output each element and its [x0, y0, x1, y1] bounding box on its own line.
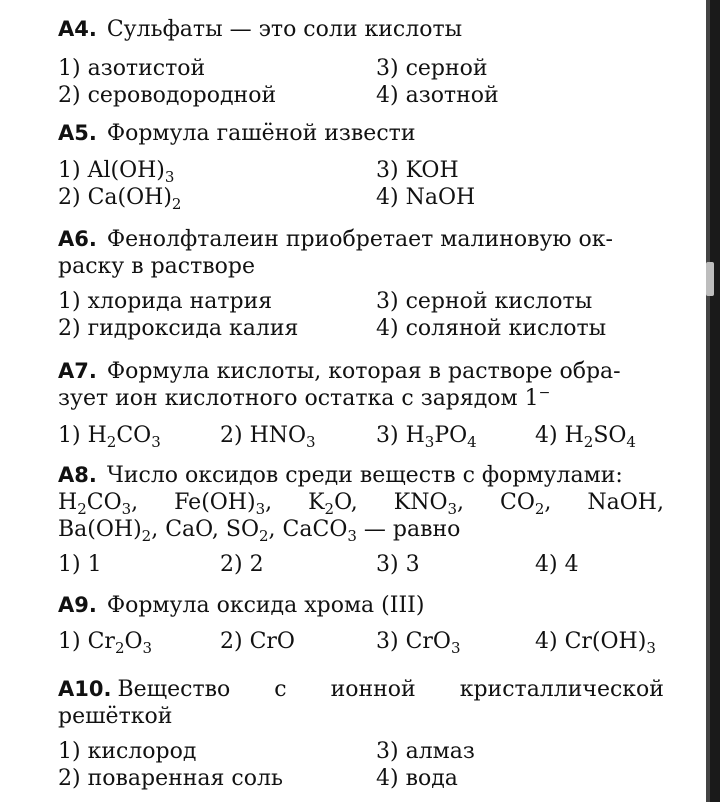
formula-k2o — [308, 489, 358, 516]
option-2: 2) поваренная соль — [58, 766, 283, 791]
formula-h2co3 — [58, 489, 138, 516]
options-row — [58, 157, 664, 184]
formula-part: 4) H — [535, 423, 584, 448]
option-3: 3) серной — [376, 56, 488, 81]
subscript: 3 — [347, 527, 357, 545]
subscript: 2 — [106, 433, 117, 451]
subscript: 3 — [447, 500, 458, 518]
formula-part: CO — [116, 423, 152, 448]
question-stem: Формула кислоты, которая в растворе обра- — [106, 359, 621, 384]
subscript: 4 — [626, 433, 636, 451]
formula-part: K — [308, 490, 325, 515]
question-number: А8. — [58, 463, 97, 487]
question-a5-stem-line — [58, 120, 664, 147]
subscript: 2 — [583, 433, 594, 451]
question-stem: Формула гашёной извести — [106, 121, 416, 146]
formula-part: 1) H — [58, 423, 107, 448]
question-a8-stem-line — [58, 462, 664, 489]
formula-part: 3) CrO — [376, 629, 451, 654]
formula-kno3 — [394, 489, 464, 516]
options-row — [58, 765, 664, 792]
subscript: 2 — [114, 639, 125, 657]
question-a4-stem-line — [58, 16, 664, 43]
formula-part: CO — [86, 490, 122, 515]
question-a6-stem-line — [58, 226, 664, 253]
options-row — [58, 315, 664, 342]
formula-part: , — [131, 490, 139, 515]
options-row — [58, 422, 664, 449]
formula-part: Fe(OH) — [174, 490, 256, 515]
formula-part: 1) Cr — [58, 629, 115, 654]
formula-co2 — [500, 489, 551, 516]
options-row — [58, 82, 664, 109]
option-1 — [58, 628, 152, 655]
stem-word: кристаллической — [459, 677, 664, 702]
options-row — [58, 288, 664, 315]
stem-word: Вещество — [117, 677, 231, 702]
option-3: 3) серной кислоты — [376, 289, 593, 314]
stem-word: ионной — [330, 677, 416, 702]
option-3: 3) KOH — [376, 158, 459, 183]
option-4 — [535, 422, 636, 449]
formula-part: H — [58, 490, 78, 515]
question-stem: Фенолфталеин приобретает малиновую ок- — [106, 227, 613, 252]
question-a10-stem-line — [58, 676, 664, 703]
question-stem-continuation: раску в растворе — [58, 254, 256, 279]
option-1: 1) азотистой — [58, 56, 206, 81]
option-3 — [376, 422, 477, 449]
question-a5 — [58, 120, 664, 211]
subscript: 3 — [255, 500, 266, 518]
subscript: 3 — [151, 433, 161, 451]
formula-part: , CaO, SO — [151, 517, 259, 542]
formula-feoh3 — [174, 489, 272, 516]
formula-part: O — [124, 629, 143, 654]
formula-naoh: NaOH, — [587, 490, 664, 515]
option-2: 2) сероводородной — [58, 83, 277, 108]
option-3 — [376, 628, 461, 655]
subscript: 3 — [142, 639, 153, 657]
scrollbar-thumb[interactable] — [706, 262, 714, 296]
option-2: 2) 2 — [220, 552, 264, 577]
formula-part: SO — [593, 423, 627, 448]
option-2 — [220, 422, 316, 449]
formulas-line — [58, 516, 664, 543]
option-3: 3) 3 — [376, 552, 420, 577]
question-a9 — [58, 592, 664, 655]
page-edge-border — [710, 0, 720, 802]
formula-part: CO — [500, 490, 535, 515]
formula-part: 2) HNO — [220, 423, 307, 448]
option-4 — [535, 628, 656, 655]
formula-part: 3) H — [376, 423, 425, 448]
options-row — [58, 628, 664, 655]
option-1 — [58, 157, 174, 184]
question-stem: Сульфаты — это соли кислоты — [106, 17, 463, 42]
subscript: 2 — [77, 500, 87, 518]
formula-part: , — [265, 490, 273, 515]
option-4: 4) азотной — [376, 83, 499, 108]
question-number: А5. — [58, 121, 97, 145]
formula-part: O, — [334, 490, 358, 515]
question-stem-continuation — [58, 385, 664, 412]
subscript: 2 — [171, 195, 182, 213]
question-stem: Число оксидов среди веществ с формулами: — [106, 463, 623, 488]
option-1: 1) 1 — [58, 552, 102, 577]
options-row — [58, 738, 664, 765]
subscript: 4 — [467, 433, 477, 451]
question-a7-stem-line — [58, 358, 664, 385]
question-stem-continuation: решёткой — [58, 704, 173, 729]
subscript: 3 — [121, 500, 132, 518]
option-3: 3) алмаз — [376, 739, 475, 764]
option-2: 2) CrO — [220, 629, 295, 654]
option-2: 2) гидроксида калия — [58, 316, 299, 341]
formulas-line — [58, 489, 664, 516]
question-number: А6. — [58, 227, 97, 251]
question-number: А4. — [58, 17, 97, 41]
option-1: 1) хлорида натрия — [58, 289, 273, 314]
formula-part: , — [544, 490, 552, 515]
option-4: 4) вода — [376, 766, 458, 791]
formula-part: 2) Ca(OH) — [58, 185, 172, 210]
question-number: А10. — [58, 677, 112, 701]
question-stem — [117, 676, 664, 703]
subscript: 3 — [424, 433, 435, 451]
question-stem: Формула оксида хрома (III) — [106, 593, 425, 618]
question-a7 — [58, 358, 664, 449]
formula-part: 1) Al(OH) — [58, 158, 165, 183]
options-row — [58, 55, 664, 82]
subscript: 2 — [534, 500, 545, 518]
formula-part: , CaCO — [268, 517, 348, 542]
stem-text: зует ион кислотного остатка с зарядом 1 — [58, 386, 539, 411]
formula-part: PO — [434, 423, 468, 448]
options-row — [58, 551, 664, 578]
question-a6 — [58, 226, 664, 342]
subscript: 2 — [141, 527, 152, 545]
option-4: 4) соляной кислоты — [376, 316, 607, 341]
option-2 — [58, 184, 181, 211]
question-number: А7. — [58, 359, 97, 383]
question-a8 — [58, 462, 664, 578]
option-4: 4) NaOH — [376, 185, 476, 210]
subscript: 3 — [306, 433, 316, 451]
option-1 — [58, 422, 161, 449]
formula-part: , — [457, 490, 465, 515]
stem-word: с — [274, 677, 287, 702]
option-1: 1) кислород — [58, 739, 197, 764]
options-row — [58, 184, 664, 211]
formula-part: Ba(OH) — [58, 517, 142, 542]
option-4: 4) 4 — [535, 552, 579, 577]
charge-superscript: − — [538, 385, 551, 401]
question-number: А9. — [58, 593, 97, 617]
formula-part: KNO — [393, 490, 448, 515]
subscript: 3 — [164, 168, 175, 186]
subscript: 3 — [450, 639, 461, 657]
formula-part: — равно — [356, 517, 461, 542]
subscript: 3 — [646, 639, 656, 657]
subscript: 2 — [259, 527, 269, 545]
question-a10 — [58, 676, 664, 792]
subscript: 2 — [324, 500, 335, 518]
formula-part: 4) Cr(OH) — [535, 629, 647, 654]
question-a4 — [58, 16, 664, 109]
question-a9-stem-line — [58, 592, 664, 619]
